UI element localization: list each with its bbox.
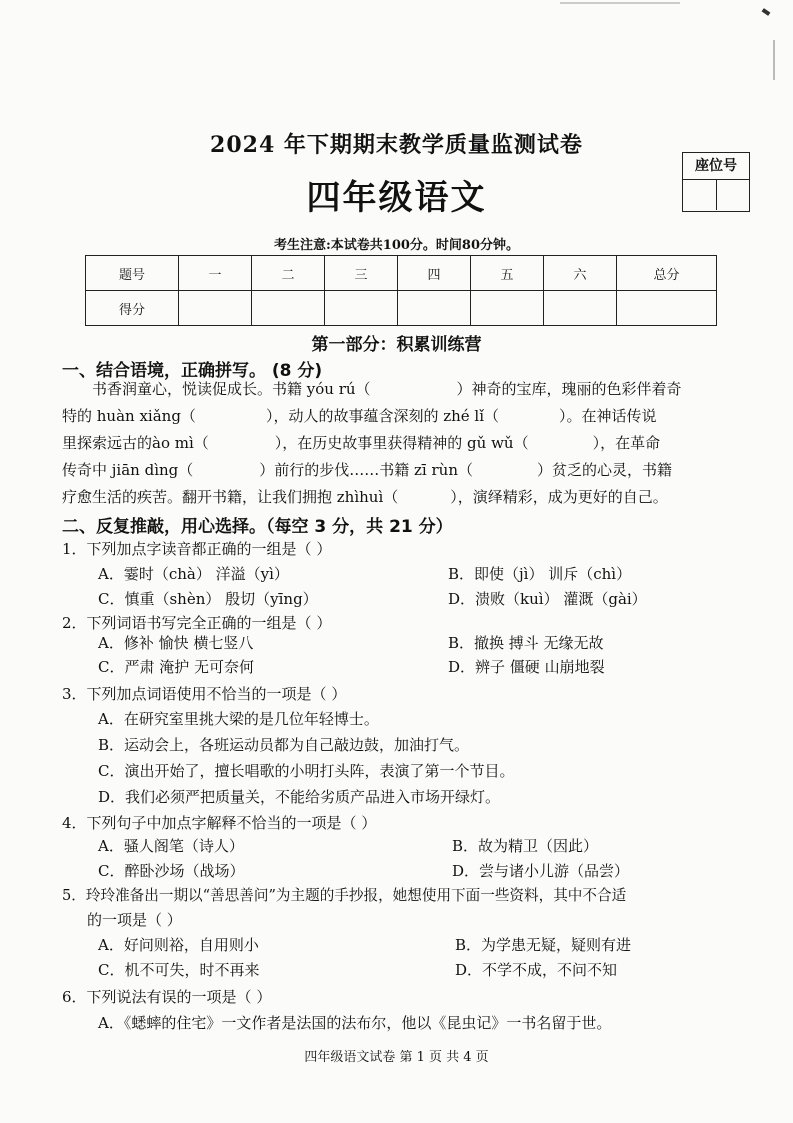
seat-number-label: 座位号 — [683, 153, 749, 180]
section2-heading: 二、反复推敲，用心选择。（每空 3 分，共 21 分） — [62, 517, 453, 537]
score-col: 二 — [252, 256, 325, 291]
score-cell — [179, 291, 252, 326]
seat-number-box — [682, 152, 750, 212]
question-6-stem: 6．下列说法有误的一项是（ ） — [62, 988, 272, 1006]
question-5-option-d[interactable]: D．不学不成，不问不知 — [455, 961, 618, 979]
section1-line — [62, 432, 660, 453]
question-5-option-b[interactable]: B．为学患无疑，疑则有进 — [455, 936, 632, 954]
question-3-option-c[interactable]: C．演出开始了，擅长唱歌的小明打头阵，表演了第一个节目。 — [98, 762, 515, 780]
passage-text: 疗愈生活的疾苦。翻开书籍，让我们拥抱 zhìhuì（ — [62, 488, 399, 506]
scan-mark — [773, 40, 775, 80]
score-cell — [252, 291, 325, 326]
question-2-stem: 2．下列词语书写完全正确的一组是（ ） — [62, 614, 332, 632]
score-row-label: 得分 — [86, 291, 179, 326]
section1-line — [92, 378, 682, 399]
question-4-option-b[interactable]: B．故为精卫（因此） — [452, 837, 599, 855]
question-1-option-d[interactable]: D．溃败（kuì） 灌溉（gài） — [448, 590, 647, 608]
page-footer: 四年级语文试卷 第 1 页 共 4 页 — [304, 1050, 489, 1065]
score-col: 六 — [544, 256, 617, 291]
question-2-option-d[interactable]: D．辨子 僵硬 山崩地裂 — [448, 658, 605, 676]
section1-line — [62, 486, 668, 507]
score-cell — [617, 291, 717, 326]
question-4-stem: 4．下列句子中加点字解释不恰当的一项是（ ） — [62, 814, 377, 832]
question-5-option-a[interactable]: A．好问则裕，自用则小 — [98, 936, 259, 954]
question-2-option-c[interactable]: C．严肃 淹护 无可奈何 — [98, 658, 255, 676]
question-3-option-d[interactable]: D．我们必须严把质量关，不能给劣质产品进入市场开绿灯。 — [98, 788, 501, 806]
section1-line — [62, 405, 657, 426]
passage-text: 里探索远古的ào mì（ — [62, 434, 209, 452]
question-2-option-a[interactable]: A．修补 愉快 横七竖八 — [98, 634, 254, 652]
exam-subject: 四年级语文 — [306, 178, 487, 218]
score-table-score-row — [86, 291, 717, 326]
score-col-total: 总分 — [617, 256, 717, 291]
passage-text: 书香润童心，悦读促成长。书籍 yóu rú（ — [92, 380, 371, 398]
score-col: 三 — [325, 256, 398, 291]
question-2-option-b[interactable]: B．撤换 搏斗 无缘无故 — [448, 634, 604, 652]
question-1-stem: 1．下列加点字读音都正确的一组是（ ） — [62, 540, 332, 558]
passage-text: ）神奇的宝库，瑰丽的色彩伴着奇 — [456, 380, 682, 398]
score-col-label: 题号 — [86, 256, 179, 291]
section1-line — [62, 459, 672, 480]
question-3-option-a[interactable]: A．在研究室里挑大梁的是几位年轻博士。 — [98, 710, 379, 728]
exam-title: 2024 年下期期末教学质量监测试卷 — [210, 132, 583, 158]
score-col: 四 — [398, 256, 471, 291]
question-4-option-c[interactable]: C．醉卧沙场（战场） — [98, 862, 245, 880]
score-cell — [325, 291, 398, 326]
score-cell — [398, 291, 471, 326]
question-5-option-c[interactable]: C．机不可失，时不再来 — [98, 961, 260, 979]
passage-text: 传奇中 jiān dìng（ — [62, 461, 194, 479]
passage-text: ）贫乏的心灵，书籍 — [537, 461, 673, 479]
question-1-option-a[interactable]: A．霎时（chà） 洋溢（yì） — [98, 565, 289, 583]
score-table — [85, 255, 717, 326]
question-1-option-b[interactable]: B．即使（jì） 训斥（chì） — [448, 565, 632, 583]
seat-cell — [683, 180, 717, 210]
question-3-stem: 3．下列加点词语使用不恰当的一项是（ ） — [62, 685, 347, 703]
section1-heading: 一、结合语境，正确拼写。 (8 分) — [62, 361, 323, 381]
passage-text: ），演绎精彩，成为更好的自己。 — [450, 488, 668, 506]
passage-text: 特的 huàn xiǎng（ — [62, 407, 196, 425]
passage-text: ），在历史故事里获得精神的 gǔ wǔ（ — [274, 434, 529, 452]
question-6-option-a[interactable]: A．《蟋蟀的住宅》一文作者是法国的法布尔，他以《昆虫记》一书名留于世。 — [98, 1014, 612, 1032]
question-4-option-a[interactable]: A．骚人阁笔（诗人） — [98, 837, 244, 855]
passage-text: ），动人的故事蕴含深刻的 zhé lǐ（ — [265, 407, 500, 425]
score-cell — [471, 291, 544, 326]
question-3-option-b[interactable]: B．运动会上，各班运动员都为自己敲边鼓，加油打气。 — [98, 736, 470, 754]
seat-cell — [717, 180, 750, 210]
score-table-header-row — [86, 256, 717, 291]
score-cell — [544, 291, 617, 326]
question-5-stem-line1: 5．玲玲准备出一期以“善思善问”为主题的手抄报，她想使用下面一些资料，其中不合适 — [62, 887, 627, 904]
passage-text: ）。在神话传说 — [559, 407, 657, 425]
passage-text: ）前行的步伐……书籍 zī rùn（ — [259, 461, 473, 479]
question-1-option-c[interactable]: C．慎重（shèn） 殷切（yīng） — [98, 590, 318, 608]
score-col: 一 — [179, 256, 252, 291]
part-title: 第一部分：积累训练营 — [311, 335, 482, 355]
question-5-stem-line2: 的一项是（ ） — [87, 911, 182, 929]
passage-text: ），在革命 — [592, 434, 661, 452]
scan-mark — [762, 8, 771, 16]
question-4-option-d[interactable]: D．尝与诸小儿游（品尝） — [452, 862, 630, 880]
score-col: 五 — [471, 256, 544, 291]
exam-notice: 考生注意:本试卷共100分。时间80分钟。 — [273, 238, 520, 253]
scan-mark — [560, 2, 680, 4]
